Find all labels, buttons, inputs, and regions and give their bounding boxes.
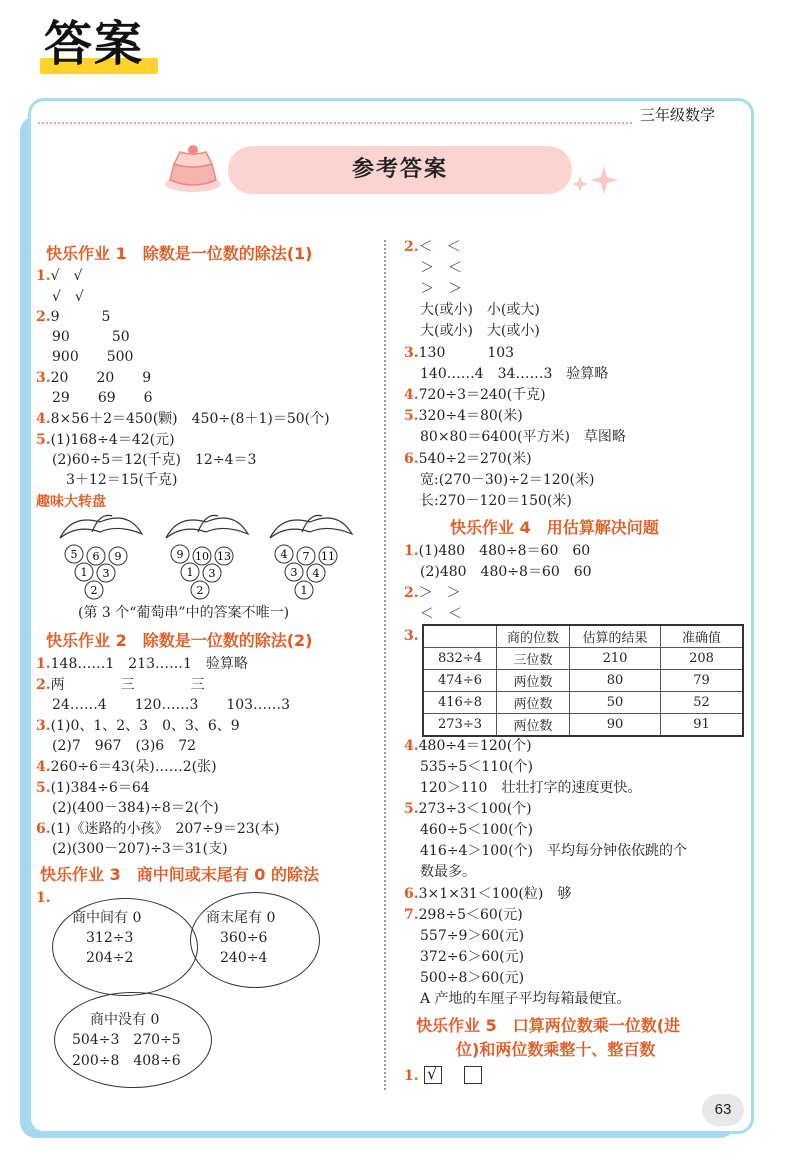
answer-line xyxy=(36,266,82,286)
oval-item: 312÷3 xyxy=(86,930,134,946)
table-row xyxy=(423,714,743,737)
answer-line xyxy=(52,388,153,408)
answer-text: 20 20 9 xyxy=(50,370,152,386)
grape-number: 3 xyxy=(208,567,216,580)
table-header-cell: 估算的结果 xyxy=(570,625,661,648)
answer-line xyxy=(36,757,217,777)
oval-item: 360÷6 xyxy=(220,930,268,946)
answer-text: 535÷5＜110(个) xyxy=(420,759,534,775)
item-number: 2. xyxy=(36,309,51,325)
item-number: 2. xyxy=(36,677,51,693)
answer-text: 416÷4＞100(个) 平均每分钟依依跳的个 xyxy=(420,843,688,859)
answer-text: 130 103 xyxy=(418,345,515,361)
grape-bunch-3 xyxy=(262,510,358,602)
answer-text: 数最多。 xyxy=(420,864,476,880)
check-mark: √ xyxy=(427,1064,438,1083)
answer-text: (2)60÷5＝12(千克) 12÷4＝3 xyxy=(52,452,257,468)
item-number: 4. xyxy=(404,387,419,403)
table-cell: 79 xyxy=(661,670,744,692)
grape-number: 1 xyxy=(300,584,308,597)
item-number: 5. xyxy=(36,780,51,796)
answer-line xyxy=(420,258,462,278)
table-cell: 80 xyxy=(570,670,661,692)
top-dotted-line xyxy=(38,122,632,124)
item-number: 5. xyxy=(36,432,51,448)
answer-line xyxy=(404,541,590,561)
grade-label: 三年级数学 xyxy=(640,106,716,124)
answer-text: (1)384÷6＝64 xyxy=(50,780,150,796)
item-number: 4. xyxy=(404,738,419,754)
answer-text: ＜ ＜ xyxy=(420,606,462,622)
item-number: 4. xyxy=(36,411,51,427)
answer-line xyxy=(36,716,240,736)
grape-bunch-1 xyxy=(52,510,148,602)
answer-text: 260÷6＝43(朵)……2(张) xyxy=(50,759,217,775)
grape-number: 4 xyxy=(280,548,288,561)
answer-line xyxy=(52,450,256,470)
section-title: 快乐作业 3 商中间或末尾有 0 的除法 xyxy=(40,865,319,884)
answer-text: ＜ ＜ xyxy=(418,239,461,255)
item-number: 5. xyxy=(404,408,419,424)
answer-text: 29 69 6 xyxy=(52,390,153,406)
item-number: 6. xyxy=(404,451,419,467)
answer-text: (1)0、1、2、3 0、3、6、9 xyxy=(50,718,240,734)
answer-text: 900 500 xyxy=(52,349,134,365)
answer-text: 557÷9＞60(元) xyxy=(420,928,525,944)
grape-number: 3 xyxy=(102,567,110,580)
answer-text: ＞ ＞ xyxy=(418,585,461,601)
oval-item: 240÷4 xyxy=(220,950,268,966)
item-number: 6. xyxy=(404,886,419,902)
table-header-cell: 商的位数 xyxy=(497,625,570,648)
answer-text: 3×1×31＜100(粒) 够 xyxy=(418,886,572,902)
answer-line xyxy=(420,604,462,624)
answer-line xyxy=(52,798,219,818)
answer-text: 宽:(270－30)÷2＝120(米) xyxy=(420,472,595,488)
answer-text: √ √ xyxy=(52,289,84,305)
grape-number: 3 xyxy=(290,566,298,579)
answer-text: ＞ ＞ xyxy=(420,281,462,297)
answer-line xyxy=(420,820,533,840)
answer-line xyxy=(36,675,205,695)
answer-line xyxy=(420,862,476,882)
answer-line xyxy=(404,905,523,925)
answer-line xyxy=(420,321,540,341)
answer-text: (2)(400－384)÷8＝2(个) xyxy=(52,800,219,816)
answer-line xyxy=(420,364,608,384)
table-cell: 474÷6 xyxy=(423,670,497,692)
item-number: 1. xyxy=(36,268,51,284)
answer-text: (2)480 480÷8＝60 60 xyxy=(420,564,592,580)
answer-line xyxy=(404,449,532,469)
table-cell: 三位数 xyxy=(497,648,570,670)
answer-text: 720÷3＝240(千克) xyxy=(418,387,546,403)
answer-line xyxy=(420,470,594,490)
grape-number: 2 xyxy=(196,584,204,597)
answer-text: 长:270－120＝150(米) xyxy=(420,493,572,509)
section-title: 快乐作业 5 口算两位数乘一位数(进 xyxy=(416,1016,681,1035)
grape-number: 11 xyxy=(321,550,335,563)
answer-line xyxy=(404,799,532,819)
answer-line xyxy=(52,327,130,347)
oval-label: 商中间有 0 xyxy=(72,910,142,926)
grape-number: 1 xyxy=(186,566,194,579)
table-cell: 210 xyxy=(570,648,661,670)
table-cell: 两位数 xyxy=(497,692,570,714)
table-cell: 两位数 xyxy=(497,670,570,692)
item-number: 3. xyxy=(404,345,419,361)
answer-text: 120＞110 壮壮打字的速度更快。 xyxy=(420,780,642,796)
table-row xyxy=(423,670,743,692)
answer-line xyxy=(404,583,461,603)
table-cell: 832÷4 xyxy=(423,648,497,670)
answer-text: 8×56＋2＝450(颗) 450÷(8＋1)＝50(个) xyxy=(50,411,330,427)
answer-line xyxy=(420,989,631,1009)
answer-line xyxy=(404,385,546,405)
cake-icon xyxy=(160,140,226,196)
answer-text: 500÷8＞60(元) xyxy=(420,970,525,986)
item-number: 1. xyxy=(404,1068,419,1084)
section-title: 快乐作业 4 用估算解决问题 xyxy=(450,518,659,537)
answer-line xyxy=(404,343,514,363)
table-cell: 416÷8 xyxy=(423,692,497,714)
table-cell: 208 xyxy=(661,648,744,670)
item-number: 4. xyxy=(36,759,51,775)
oval-label: 商中没有 0 xyxy=(90,1012,160,1028)
table-row xyxy=(423,692,743,714)
grape-number: 1 xyxy=(80,566,88,579)
table-header-cell: 准确值 xyxy=(661,625,744,648)
answer-text: 24……4 120……3 103……3 xyxy=(52,697,290,713)
estimate-table xyxy=(422,624,744,737)
answer-line xyxy=(36,409,330,429)
answer-text: 140……4 34……3 验算略 xyxy=(420,366,609,382)
section-title: 快乐作业 1 除数是一位数的除法(1) xyxy=(46,244,313,263)
oval-label: 商末尾有 0 xyxy=(206,910,276,926)
answer-text: 大(或小) 小(或大) xyxy=(420,302,540,318)
answer-line xyxy=(66,470,177,490)
answer-text: 273÷3＜100(个) xyxy=(418,801,532,817)
answer-text: 372÷6＞60(元) xyxy=(420,949,525,965)
answer-line xyxy=(420,491,572,511)
grape-number: 9 xyxy=(176,548,184,561)
answer-line xyxy=(404,406,523,426)
answer-line xyxy=(420,968,524,988)
table-cell: 52 xyxy=(661,692,744,714)
table-cell: 91 xyxy=(661,714,744,737)
item-number: 1. xyxy=(36,656,51,672)
table-cell: 50 xyxy=(570,692,661,714)
answer-line xyxy=(36,654,248,674)
fun-title: 趣味大转盘 xyxy=(36,494,106,510)
grape-number: 4 xyxy=(312,567,320,580)
sparkle-icon xyxy=(568,160,622,200)
answer-line xyxy=(420,562,592,582)
column-divider xyxy=(384,240,386,1090)
answer-text: 320÷4＝80(米) xyxy=(418,408,523,424)
answer-line xyxy=(420,427,626,447)
answer-text: 480÷4＝120(个) xyxy=(418,738,532,754)
grape-number: 9 xyxy=(114,550,122,563)
answer-text: 298÷5＜60(元) xyxy=(418,907,523,923)
oval-item: 504÷3 270÷5 xyxy=(72,1032,181,1048)
answer-line xyxy=(52,347,133,367)
answer-text: 80×80＝6400(平方米) 草图略 xyxy=(420,429,626,445)
item-number: 1. xyxy=(36,890,51,906)
item-number: 2. xyxy=(404,585,419,601)
answer-line xyxy=(36,307,110,327)
answer-text: 90 50 xyxy=(52,329,130,345)
answer-line xyxy=(36,430,175,450)
page-number: 63 xyxy=(702,1094,744,1126)
header-title: 答案 xyxy=(44,16,145,72)
item-number: 3. xyxy=(404,628,419,644)
answer-line xyxy=(404,237,461,257)
answer-text: (2)7 967 (3)6 72 xyxy=(52,738,197,754)
answer-text: 540÷2＝270(米) xyxy=(418,451,532,467)
table-header-cell xyxy=(423,625,497,648)
item-number: 3. xyxy=(36,370,51,386)
answer-line xyxy=(420,757,533,777)
answer-line xyxy=(420,300,540,320)
item-number: 7. xyxy=(404,907,419,923)
answer-text: 9 5 xyxy=(50,309,111,325)
answer-line xyxy=(36,287,84,307)
answer-line xyxy=(420,926,524,946)
answer-text: 大(或小) 大(或小) xyxy=(420,323,540,339)
table-cell: 两位数 xyxy=(497,714,570,737)
answer-line xyxy=(420,279,462,299)
oval-item: 204÷2 xyxy=(86,950,134,966)
answer-text: 3＋12＝15(千克) xyxy=(66,472,178,488)
answer-line xyxy=(36,819,280,839)
table-row xyxy=(423,648,743,670)
oval-item: 200÷8 408÷6 xyxy=(72,1053,181,1069)
answer-line xyxy=(404,884,571,904)
answer-line xyxy=(52,839,228,859)
grape-note: (第 3 个“葡萄串”中的答案不唯一) xyxy=(78,605,290,621)
answer-line xyxy=(420,947,524,967)
item-number: 1. xyxy=(404,543,419,559)
page-title: 参考答案 xyxy=(228,146,572,194)
grape-number: 6 xyxy=(92,550,100,563)
answer-text: 460÷5＜100(个) xyxy=(420,822,534,838)
table-cell: 90 xyxy=(570,714,661,737)
answer-line xyxy=(420,841,687,861)
answer-line xyxy=(36,778,150,798)
table-cell: 273÷3 xyxy=(423,714,497,737)
grape-number: 13 xyxy=(217,550,231,563)
item-number: 2. xyxy=(404,239,419,255)
answer-text: 148……1 213……1 验算略 xyxy=(50,656,248,672)
answer-line xyxy=(36,368,151,388)
answer-text: (2)(300－207)÷3＝31(支) xyxy=(52,841,228,857)
answer-line xyxy=(52,736,196,756)
section-title-cont: 位)和两位数乘整十、整百数 xyxy=(456,1040,656,1059)
grape-number: 7 xyxy=(302,550,310,563)
answer-text: 两 三 三 xyxy=(50,677,205,693)
grape-number: 10 xyxy=(195,550,209,563)
item-number: 3. xyxy=(36,718,51,734)
answer-line xyxy=(420,778,641,798)
grape-number: 5 xyxy=(70,548,78,561)
answer-line xyxy=(404,736,532,756)
answer-line xyxy=(52,695,290,715)
table-header-row xyxy=(423,625,743,648)
answer-text: √ √ xyxy=(50,268,83,284)
answer-checkbox-empty xyxy=(464,1066,482,1084)
answer-text: (1)168÷4＝42(元) xyxy=(50,432,175,448)
answer-text: ＞ ＜ xyxy=(420,260,462,276)
answer-text: A 产地的车厘子平均每箱最便宜。 xyxy=(420,991,631,1007)
grape-number: 2 xyxy=(90,584,98,597)
item-number: 5. xyxy=(404,801,419,817)
section-title: 快乐作业 2 除数是一位数的除法(2) xyxy=(46,631,313,650)
answer-text: (1)《迷路的小孩》 207÷9＝23(本) xyxy=(50,821,280,837)
grape-bunch-2 xyxy=(158,510,254,602)
answer-text: (1)480 480÷8＝60 60 xyxy=(418,543,591,559)
item-number: 6. xyxy=(36,821,51,837)
